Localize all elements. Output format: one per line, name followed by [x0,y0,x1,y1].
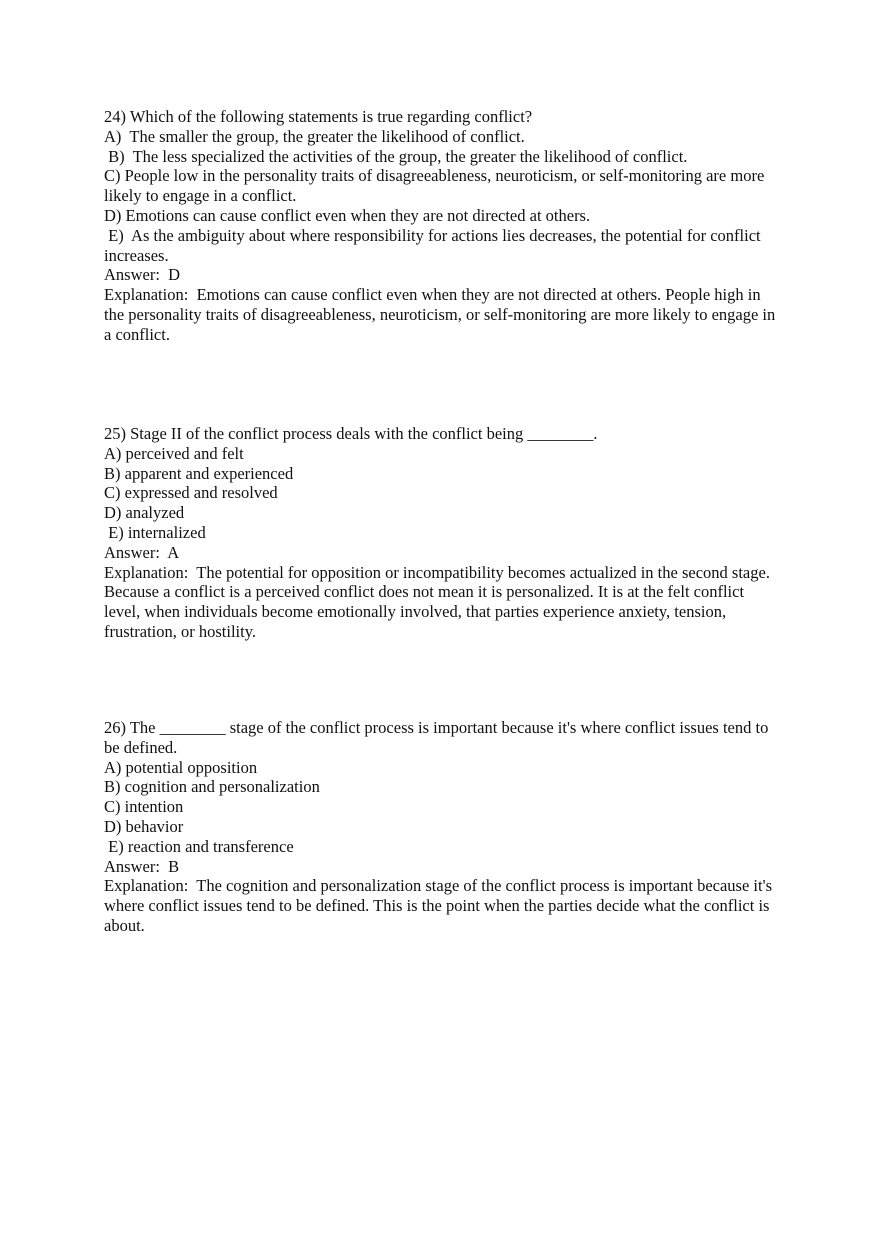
answer-option-a: A) potential opposition [104,757,258,777]
answer-option-a: A) perceived and felt [104,443,244,463]
answer-option-d: D) behavior [104,816,184,836]
question-25 [104,424,784,642]
answer-option-e: E) As the ambiguity about where responsibility for actions lies decreases, the potential for conflict increases. [104,225,765,265]
answer-option-d: D) Emotions can cause conflict even when they are not directed at others. [104,205,591,225]
answer-option-e: E) internalized [104,522,206,542]
answer-option-c: C) intention [104,797,184,817]
answer-option-c: C) People low in the personality traits of disagreeableness, neuroticism, or self-monitoring are more likely to engage in a conflict. [104,166,769,206]
answer-explanation: Explanation: The potential for opposition or incompatibility becomes actualized in the second stage. Because a conflict is a perceived conflict does not mean it is personalized. It is at the felt conflict level, when individuals become emotionally involved, that parties experience anxiety, tension, frustration, or hostility. [104,562,775,641]
answer-option-b: B) The less specialized the activities of the group, the greater the likelihood of conflict. [104,146,688,166]
answer-option-c: C) expressed and resolved [104,483,278,503]
question-stem: 26) The ________ stage of the conflict process is important because it's where conflict issues tend to be defined. [104,718,773,757]
question-stem: 24) Which of the following statements is true regarding conflict? [104,107,533,126]
answer-option-b: B) apparent and experienced [104,463,294,483]
answer-option-b: B) cognition and personalization [104,777,320,797]
correct-answer: Answer: D [104,265,181,285]
answer-option-d: D) analyzed [104,503,185,523]
answer-explanation: Explanation: Emotions can cause conflict even when they are not directed at others. People high in the personality traits of disagreeableness, neuroticism, or self-monitoring are more likely to engage in a conflict. [104,285,780,344]
correct-answer: Answer: B [104,856,180,876]
answer-explanation: Explanation: The cognition and personalization stage of the conflict process is important because it's where conflict issues tend to be defined. This is the point when the parties decide what the conflict is about. [104,876,777,935]
answer-option-e: E) reaction and transference [104,836,294,856]
question-stem: 25) Stage II of the conflict process deals with the conflict being ________. [104,424,598,443]
question-26 [104,718,784,936]
correct-answer: Answer: A [104,542,180,562]
answer-option-a: A) The smaller the group, the greater the likelihood of conflict. [104,126,525,146]
question-24 [104,107,784,345]
